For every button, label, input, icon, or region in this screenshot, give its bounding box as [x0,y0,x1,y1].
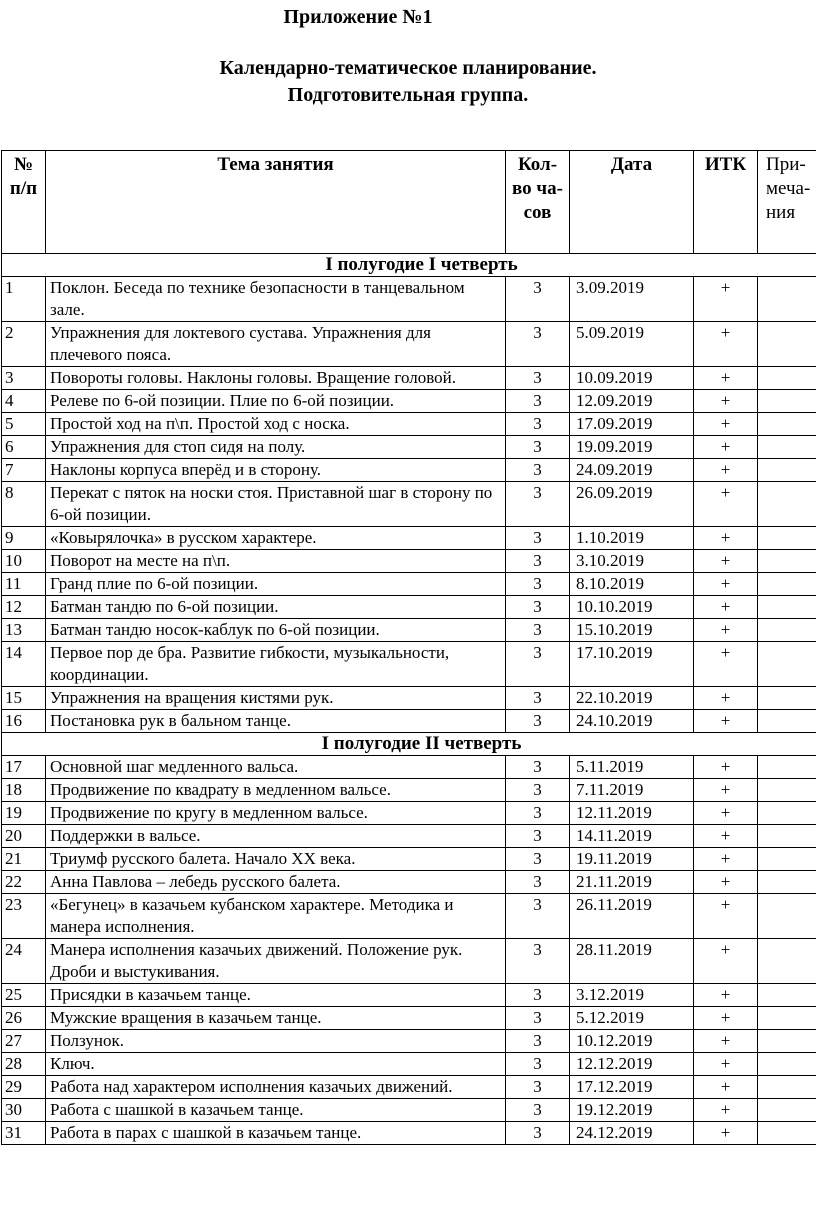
cell-hours: 3 [506,596,570,619]
cell-num: 10 [2,550,46,573]
cell-date: 12.11.2019 [570,802,694,825]
cell-num: 14 [2,642,46,687]
cell-date: 5.11.2019 [570,756,694,779]
cell-date: 5.09.2019 [570,322,694,367]
cell-num: 8 [2,482,46,527]
cell-note [758,871,816,894]
cell-date: 22.10.2019 [570,687,694,710]
page-title: Календарно-тематическое планирование. [219,57,597,79]
cell-num: 13 [2,619,46,642]
cell-topic: Манера исполнения казачьих движений. Положение рук. Дроби и выстукивания. [46,939,506,984]
page-subtitle: Подготовительная группа. [287,84,529,106]
table-row [2,482,816,527]
cell-note [758,984,816,1007]
cell-itk: + [694,779,758,802]
cell-note [758,756,816,779]
cell-topic: Анна Павлова – лебедь русского балета. [46,871,506,894]
cell-topic: Основной шаг медленного вальса. [46,756,506,779]
table-row [2,322,816,367]
cell-date: 10.10.2019 [570,596,694,619]
table-row [2,277,816,322]
cell-itk: + [694,619,758,642]
cell-num: 20 [2,825,46,848]
cell-note [758,1076,816,1099]
cell-topic: Батман тандю по 6-ой позиции. [46,596,506,619]
cell-topic: Упражнения для стоп сидя на полу. [46,436,506,459]
cell-itk: + [694,459,758,482]
cell-date: 17.12.2019 [570,1076,694,1099]
table-row [2,1030,816,1053]
cell-num: 11 [2,573,46,596]
col-header-hours: Кол-во ча-сов [506,151,570,254]
table-row [2,436,816,459]
table-row [2,459,816,482]
col-header-num: № п/п [2,151,46,254]
cell-hours: 3 [506,482,570,527]
cell-itk: + [694,939,758,984]
cell-itk: + [694,527,758,550]
cell-hours: 3 [506,779,570,802]
cell-itk: + [694,1099,758,1122]
cell-topic: Первое пор де бра. Развитие гибкости, музыкальности, координации. [46,642,506,687]
cell-date: 26.09.2019 [570,482,694,527]
table-row [2,1007,816,1030]
cell-itk: + [694,277,758,322]
cell-date: 12.09.2019 [570,390,694,413]
cell-date: 24.12.2019 [570,1122,694,1145]
cell-hours: 3 [506,939,570,984]
cell-num: 30 [2,1099,46,1122]
cell-topic: Гранд плие по 6-ой позиции. [46,573,506,596]
cell-itk: + [694,1053,758,1076]
cell-itk: + [694,1007,758,1030]
section-title: I полугодие I четверть [2,254,816,277]
table-row [2,871,816,894]
cell-num: 16 [2,710,46,733]
cell-num: 23 [2,894,46,939]
table-row [2,939,816,984]
cell-note [758,1007,816,1030]
section-title: I полугодие II четверть [2,733,816,756]
cell-topic: Работа с шашкой в казачьем танце. [46,1099,506,1122]
cell-itk: + [694,802,758,825]
cell-topic: Работа над характером исполнения казачьих движений. [46,1076,506,1099]
cell-date: 19.09.2019 [570,436,694,459]
cell-date: 3.12.2019 [570,984,694,1007]
table-row [2,756,816,779]
cell-itk: + [694,848,758,871]
cell-note [758,527,816,550]
cell-num: 21 [2,848,46,871]
cell-topic: Присядки в казачьем танце. [46,984,506,1007]
cell-itk: + [694,550,758,573]
cell-note [758,322,816,367]
cell-hours: 3 [506,1007,570,1030]
cell-itk: + [694,825,758,848]
cell-topic: Ползунок. [46,1030,506,1053]
cell-date: 5.12.2019 [570,1007,694,1030]
cell-num: 12 [2,596,46,619]
appendix-label: Приложение №1 [283,6,433,28]
cell-date: 8.10.2019 [570,573,694,596]
table-row [2,596,816,619]
cell-num: 31 [2,1122,46,1145]
cell-hours: 3 [506,825,570,848]
cell-itk: + [694,573,758,596]
cell-hours: 3 [506,390,570,413]
cell-num: 29 [2,1076,46,1099]
cell-note [758,573,816,596]
table-row [2,527,816,550]
cell-num: 1 [2,277,46,322]
cell-num: 5 [2,413,46,436]
cell-hours: 3 [506,642,570,687]
cell-itk: + [694,756,758,779]
table-header-row [2,151,816,254]
cell-note [758,459,816,482]
table-row [2,1099,816,1122]
cell-hours: 3 [506,413,570,436]
cell-topic: Продвижение по квадрату в медленном вальсе. [46,779,506,802]
cell-date: 17.09.2019 [570,413,694,436]
cell-note [758,779,816,802]
cell-hours: 3 [506,550,570,573]
cell-num: 15 [2,687,46,710]
cell-note [758,687,816,710]
cell-hours: 3 [506,894,570,939]
cell-hours: 3 [506,710,570,733]
cell-hours: 3 [506,1099,570,1122]
cell-itk: + [694,710,758,733]
cell-hours: 3 [506,322,570,367]
cell-hours: 3 [506,1030,570,1053]
table-row [2,984,816,1007]
cell-date: 7.11.2019 [570,779,694,802]
cell-date: 15.10.2019 [570,619,694,642]
cell-topic: Перекат с пяток на носки стоя. Приставной шаг в сторону по 6-ой позиции. [46,482,506,527]
cell-date: 19.11.2019 [570,848,694,871]
table-row [2,619,816,642]
table-row [2,779,816,802]
cell-note [758,550,816,573]
cell-num: 22 [2,871,46,894]
cell-note [758,390,816,413]
cell-num: 24 [2,939,46,984]
cell-num: 3 [2,367,46,390]
cell-topic: Упражнения на вращения кистями рук. [46,687,506,710]
cell-num: 25 [2,984,46,1007]
cell-date: 3.10.2019 [570,550,694,573]
table-row [2,573,816,596]
cell-note [758,1099,816,1122]
cell-topic: Релеве по 6-ой позиции. Плие по 6-ой позиции. [46,390,506,413]
section-row [2,733,816,756]
cell-hours: 3 [506,848,570,871]
cell-hours: 3 [506,756,570,779]
table-row [2,802,816,825]
cell-num: 28 [2,1053,46,1076]
table-row [2,1053,816,1076]
cell-hours: 3 [506,687,570,710]
table-row [2,367,816,390]
cell-num: 26 [2,1007,46,1030]
cell-hours: 3 [506,436,570,459]
cell-date: 17.10.2019 [570,642,694,687]
cell-hours: 3 [506,367,570,390]
table-row [2,710,816,733]
cell-note [758,939,816,984]
cell-itk: + [694,482,758,527]
cell-date: 12.12.2019 [570,1053,694,1076]
col-header-itk: ИТК [694,151,758,254]
cell-num: 18 [2,779,46,802]
cell-topic: Продвижение по кругу в медленном вальсе. [46,802,506,825]
cell-itk: + [694,413,758,436]
cell-topic: Наклоны корпуса вперёд и в сторону. [46,459,506,482]
cell-hours: 3 [506,1053,570,1076]
cell-hours: 3 [506,871,570,894]
cell-note [758,277,816,322]
cell-itk: + [694,1076,758,1099]
cell-topic: Повороты головы. Наклоны головы. Вращение головой. [46,367,506,390]
schedule-table [1,150,816,1145]
cell-date: 19.12.2019 [570,1099,694,1122]
cell-date: 10.09.2019 [570,367,694,390]
table-row [2,825,816,848]
cell-date: 10.12.2019 [570,1030,694,1053]
table-row [2,413,816,436]
cell-note [758,367,816,390]
section-row [2,254,816,277]
cell-note [758,413,816,436]
cell-itk: + [694,367,758,390]
cell-topic: Поддержки в вальсе. [46,825,506,848]
cell-date: 1.10.2019 [570,527,694,550]
table-row [2,1076,816,1099]
cell-topic: «Ковырялочка» в русском характере. [46,527,506,550]
cell-topic: Ключ. [46,1053,506,1076]
cell-itk: + [694,894,758,939]
cell-itk: + [694,984,758,1007]
cell-date: 28.11.2019 [570,939,694,984]
cell-topic: «Бегунец» в казачьем кубанском характере. Методика и манера исполнения. [46,894,506,939]
cell-note [758,1122,816,1145]
cell-topic: Триумф русского балета. Начало XX века. [46,848,506,871]
cell-itk: + [694,596,758,619]
cell-note [758,894,816,939]
cell-topic: Постановка рук в бальном танце. [46,710,506,733]
cell-topic: Поклон. Беседа по технике безопасности в танцевальном зале. [46,277,506,322]
cell-hours: 3 [506,802,570,825]
cell-num: 6 [2,436,46,459]
cell-hours: 3 [506,1122,570,1145]
cell-hours: 3 [506,277,570,322]
cell-topic: Простой ход на п\п. Простой ход с носка. [46,413,506,436]
table-row [2,687,816,710]
cell-date: 24.10.2019 [570,710,694,733]
cell-num: 9 [2,527,46,550]
table-row [2,894,816,939]
table-body [2,254,816,1145]
cell-date: 26.11.2019 [570,894,694,939]
cell-itk: + [694,687,758,710]
cell-hours: 3 [506,459,570,482]
col-header-topic: Тема занятия [46,151,506,254]
cell-note [758,802,816,825]
col-header-note: При-меча-ния [758,151,816,254]
cell-num: 27 [2,1030,46,1053]
table-row [2,1122,816,1145]
table-row [2,550,816,573]
cell-itk: + [694,1122,758,1145]
cell-note [758,619,816,642]
cell-date: 3.09.2019 [570,277,694,322]
cell-itk: + [694,642,758,687]
cell-note [758,710,816,733]
cell-hours: 3 [506,619,570,642]
cell-itk: + [694,390,758,413]
cell-hours: 3 [506,527,570,550]
cell-topic: Батман тандю носок-каблук по 6-ой позиции. [46,619,506,642]
table-row [2,642,816,687]
cell-date: 21.11.2019 [570,871,694,894]
cell-itk: + [694,1030,758,1053]
cell-note [758,642,816,687]
cell-topic: Упражнения для локтевого сустава. Упражнения для плечевого пояса. [46,322,506,367]
cell-num: 17 [2,756,46,779]
cell-num: 4 [2,390,46,413]
cell-topic: Работа в парах с шашкой в казачьем танце. [46,1122,506,1145]
cell-itk: + [694,322,758,367]
cell-date: 24.09.2019 [570,459,694,482]
col-header-date: Дата [570,151,694,254]
cell-date: 14.11.2019 [570,825,694,848]
table-row [2,390,816,413]
cell-note [758,482,816,527]
cell-itk: + [694,436,758,459]
cell-itk: + [694,871,758,894]
cell-note [758,1053,816,1076]
cell-note [758,436,816,459]
cell-num: 2 [2,322,46,367]
cell-note [758,848,816,871]
cell-hours: 3 [506,573,570,596]
cell-topic: Поворот на месте на п\п. [46,550,506,573]
cell-note [758,825,816,848]
cell-topic: Мужские вращения в казачьем танце. [46,1007,506,1030]
cell-hours: 3 [506,1076,570,1099]
table-row [2,848,816,871]
cell-hours: 3 [506,984,570,1007]
cell-note [758,1030,816,1053]
cell-num: 19 [2,802,46,825]
cell-num: 7 [2,459,46,482]
cell-note [758,596,816,619]
